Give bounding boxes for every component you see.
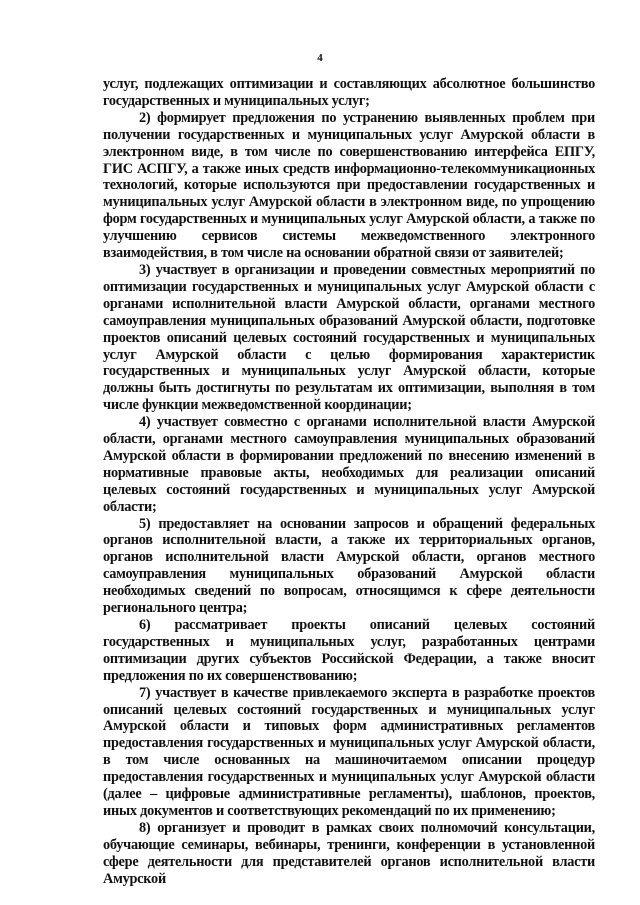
- paragraph-continuation: услуг, подлежащих оптимизации и составляющих абсолютное большинство государственных и муниципальных услуг;: [103, 76, 595, 109]
- paragraph-item-8: 8) организует и проводит в рамках своих полномочий консультации, обучающие семинары, вебинары, тренинги, конференции в установленной сфере деятельности для представителей органов исполнительной власти Амурской: [103, 819, 595, 887]
- paragraph-item-4: 4) участвует совместно с органами исполнительной власти Амурской области, органами местного самоуправления муниципальных образований Амурской области в формировании предложений по внесению изменений в нормативные правовые акты, необходимых для реализации описаний целевых состояний государственных и муниципальных услуг Амурской области;: [103, 414, 595, 515]
- paragraph-item-2: 2) формирует предложения по устранению выявленных проблем при получении государственных и муниципальных услуг Амурской области в электронном виде, в том числе по совершенствованию интерфейса ЕПГУ, ГИС АСПГУ, а также иных средств информационно-телекоммуникационных технологий, которые используются при предоставлении государственных и муниципальных услуг Амурской области в электронном виде, по упрощению форм государственных и муниципальных услуг Амурской области, а также по улучшению сервисов системы межведомственного электронного взаимодействия, в том числе на основании обратной связи от заявителей;: [103, 109, 595, 262]
- paragraph-item-3: 3) участвует в организации и проведении совместных мероприятий по оптимизации государственных и муниципальных услуг Амурской области с органами исполнительной власти Амурской области, органами местного самоуправления муниципальных образований Амурской области, подготовке проектов описаний целевых состояний государственных и муниципальных услуг Амурской области с целью формирования характеристик государственных и муниципальных услуг Амурской области, которые должны быть достигнуты по результатам их оптимизации, выполняя в том числе функции межведомственной координации;: [103, 261, 595, 414]
- paragraph-item-7: 7) участвует в качестве привлекаемого эксперта в разработке проектов описаний целевых состояний государственных и муниципальных услуг Амурской области и типовых форм административных регламентов предоставления государственных и муниципальных услуг Амурской области, в том числе основанных на машиночитаемом описании процедур предоставления государственных и муниципальных услуг Амурской области (далее – цифровые административные регламенты), шаблонов, проектов, иных документов и соответствующих рекомендаций по их применению;: [103, 684, 595, 819]
- document-body: [103, 76, 595, 888]
- page-number: 4: [317, 52, 323, 64]
- paragraph-item-6: 6) рассматривает проекты описаний целевых состояний государственных и муниципальных услуг, разработанных центрами оптимизации других субъектов Российской Федерации, а также вносит предложения по их совершенствованию;: [103, 617, 595, 684]
- paragraph-item-5: 5) предоставляет на основании запросов и обращений федеральных органов исполнительной власти, а также их территориальных органов, органов исполнительной власти Амурской области, органов местного самоуправления муниципальных образований Амурской области необходимых сведений по вопросам, относящимся к сфере деятельности регионального центра;: [103, 515, 595, 617]
